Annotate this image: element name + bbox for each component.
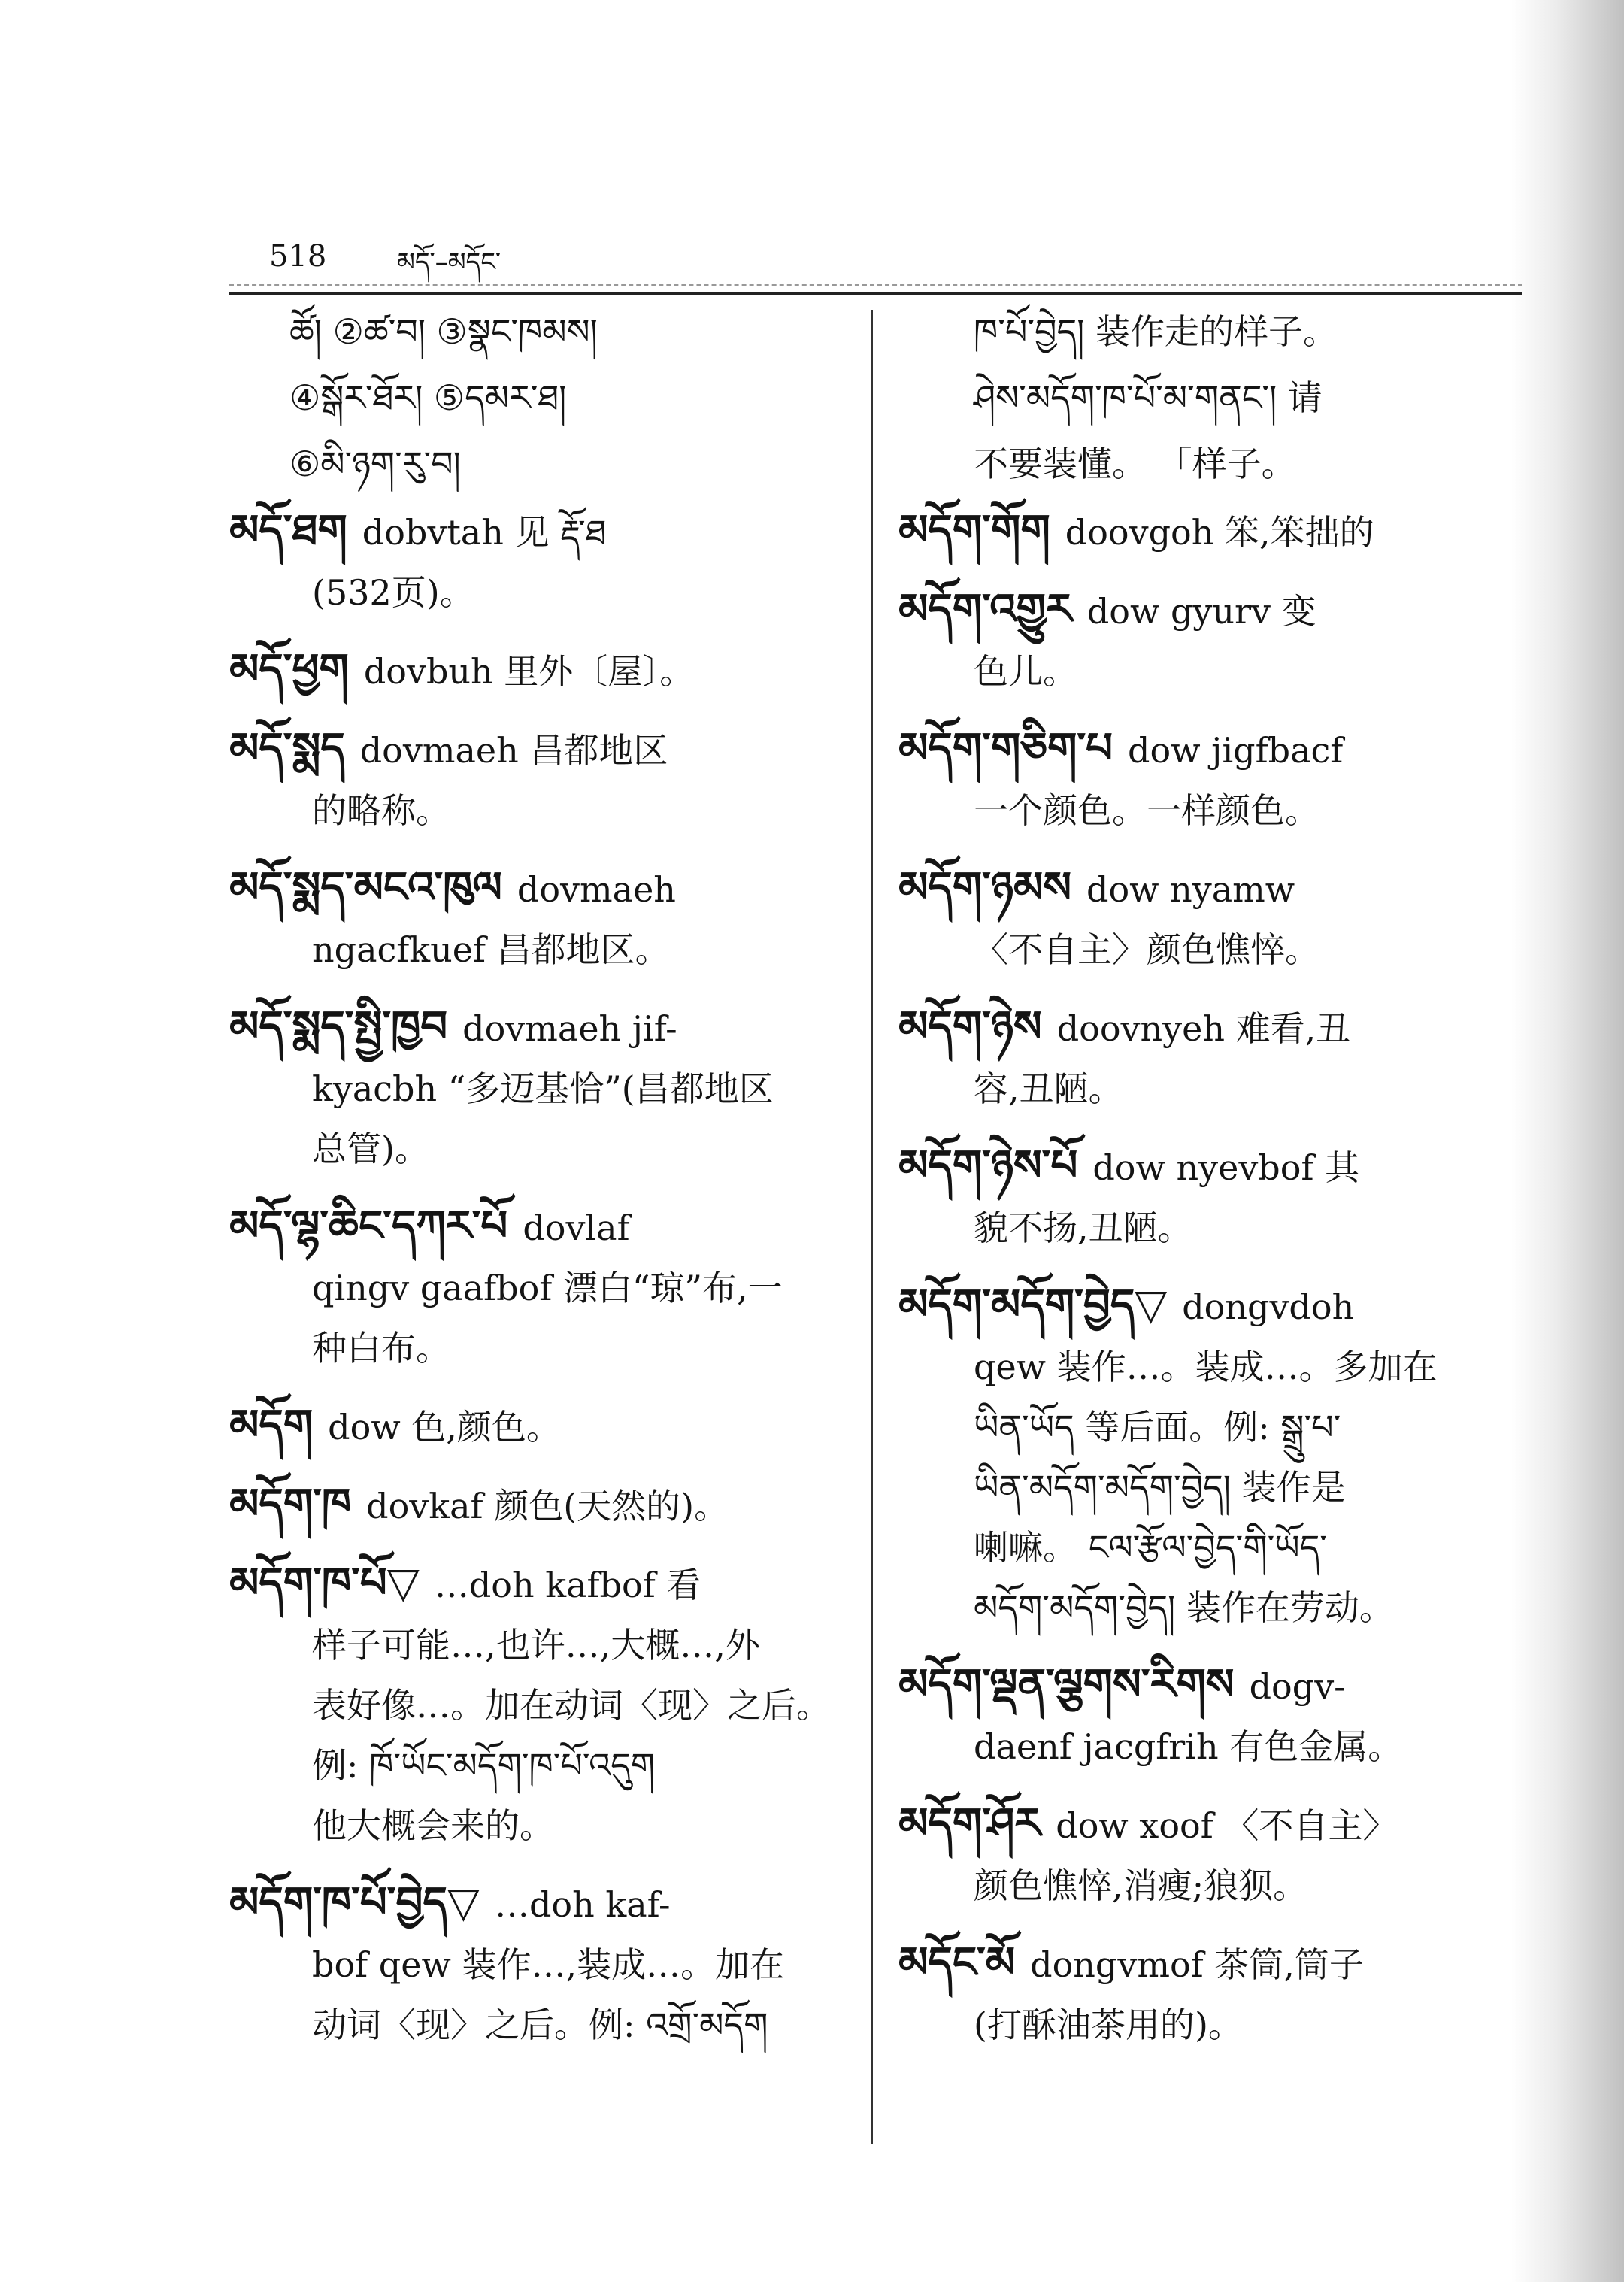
headword: མདོག་ལྡན་ལྕགས་རིགས <box>898 1659 1235 1709</box>
headword: མདོང་མོ <box>898 1938 1016 1987</box>
column-divider <box>871 310 873 2144</box>
entry-text: dovbuh 里外〔屋〕。 <box>363 651 695 692</box>
entry-text: ཡིན་མདོག་མདོག་བྱེད། 装作是 <box>974 1467 1346 1508</box>
scan-shadow-edge <box>1511 0 1624 2282</box>
headword: མདོ་སྨད <box>229 723 345 773</box>
headword: མདོག་འགྱུར <box>898 584 1072 634</box>
headword: མདོག་ཁ <box>229 1479 352 1529</box>
dictionary-entry <box>229 1402 853 1450</box>
headword: མདོ་ལྷ་ཆིང་དཀར་པོ <box>229 1201 508 1250</box>
headword: མདོག <box>229 1400 314 1450</box>
dictionary-entry <box>898 864 1522 973</box>
entry-text: doovgoh 笨,笨拙的 <box>1065 512 1374 553</box>
entry-text: dovlaf <box>523 1208 630 1248</box>
entry-text: dovmaeh jif- <box>462 1008 677 1049</box>
entry-text: dow nyamw <box>1086 869 1295 910</box>
entry-text: dow xoof 〈不自主〉 <box>1056 1805 1398 1846</box>
entry-text: …doh kaf- <box>494 1884 671 1925</box>
left-column <box>229 308 853 2078</box>
entry-text: dow jigfbacf <box>1128 730 1344 771</box>
headword: མདོག་གོག <box>898 505 1050 555</box>
headword: མདོག་ཤོར <box>898 1799 1041 1848</box>
dictionary-entry <box>229 646 853 695</box>
right-column <box>898 308 1522 2078</box>
entry-text: 例: ཁོ་ཡོང་མདོག་ཁ་པོ་འདུག <box>312 1745 656 1786</box>
entry-text: 颜色憔悴,消瘦;狼狈。 <box>974 1865 1308 1906</box>
entry-text: bof qew 装作…,装成…。加在 <box>312 1944 785 1985</box>
header-rule <box>229 292 1522 295</box>
entry-text: dovkaf 颜色(天然的)。 <box>366 1486 729 1526</box>
entry-text: qew 装作…。装成…。多加在 <box>974 1347 1438 1387</box>
entry-text: 喇嘛。 ངལ་རྩོལ་བྱེད་གི་ཡོད་ <box>974 1527 1327 1568</box>
entry-text: (打酥油茶用的)。 <box>974 2005 1243 2045</box>
entry-text: (532页)。 <box>312 572 474 613</box>
header-dashed-rule <box>229 284 1522 286</box>
dictionary-entry <box>898 1661 1522 1770</box>
dictionary-entry <box>898 1003 1522 1112</box>
dictionary-entry <box>898 1939 1522 2048</box>
dictionary-entry <box>229 1202 853 1371</box>
headword: མདོག་ཉམས <box>898 862 1071 912</box>
entry-text: 他大概会来的。 <box>312 1805 554 1846</box>
continuation-line: 不要装懂。 「样子。 <box>974 444 1296 484</box>
headword: མདོག་ཉེས་པོ <box>898 1141 1078 1190</box>
headword: མདོག་གཅིག་པ <box>898 723 1113 773</box>
dictionary-entry <box>229 725 853 834</box>
dictionary-entry <box>229 1879 853 2048</box>
headword: མདོག་མདོག་བྱེད▽ <box>898 1280 1168 1329</box>
continuation-line: ཚོ། ②ཚ་བ། ③སྣང་ཁམས། <box>289 311 598 352</box>
entry-text: dow nyevbof 其 <box>1092 1147 1360 1188</box>
headword: མདོག་ཁ་པོ▽ <box>229 1558 420 1608</box>
headword: མདོག་ཉེས <box>898 1002 1042 1051</box>
entry-text: 貌不扬,丑陋。 <box>974 1208 1192 1248</box>
dictionary-entry <box>229 864 853 973</box>
entry-text: dongvmof 茶筒,筒子 <box>1030 1944 1364 1985</box>
entry-text: daenf jacgfrih 有色金属。 <box>974 1726 1403 1767</box>
entry-text: 总管)。 <box>312 1129 429 1169</box>
entry-text: 容,丑陋。 <box>974 1068 1123 1109</box>
entry-text: 〈不自主〉颜色憔悴。 <box>974 929 1320 970</box>
entry-text: ཡིན་ཡོད 等后面。例: སྒྲུ་པ་ <box>974 1407 1341 1447</box>
entry-text: dovmaeh 昌都地区 <box>359 730 668 771</box>
page-number: 518 <box>269 239 327 274</box>
headword: མདོ་སྨད་མངའ་ཁུལ <box>229 862 502 912</box>
dictionary-entry <box>898 507 1522 556</box>
dictionary-entry <box>898 725 1522 834</box>
dictionary-entry <box>898 1281 1522 1631</box>
entry-text: dongvdoh <box>1182 1286 1355 1327</box>
entry-text: 色儿。 <box>974 651 1077 692</box>
headword: མདོག་ཁ་པོ་བྱེད▽ <box>229 1877 480 1927</box>
entry-text: dobvtah 见 རྡོ་ཐ <box>362 512 607 553</box>
entry-text: 表好像…。加在动词〈现〉之后。 <box>312 1685 831 1726</box>
continuation-line: ⑥མི་ཉག་རུ་བ། <box>289 444 461 484</box>
continuation-line: ཤེས་མདོག་ཁ་པོ་མ་གནང་། 请 <box>974 377 1323 418</box>
entry-text: dow gyurv 变 <box>1086 591 1316 632</box>
entry-text: 样子可能…,也许…,大概…,外 <box>312 1625 760 1665</box>
continuation-line: ཁ་པོ་བྱེད། 装作走的样子。 <box>974 311 1338 352</box>
entry-text: 一个颜色。一样颜色。 <box>974 790 1320 831</box>
headword: མདོ་ཕྱག <box>229 644 349 694</box>
entry-text: 动词〈现〉之后。例: འགྲོ་མདོག <box>312 2005 768 2045</box>
entry-text: …doh kafbof 看 <box>434 1565 701 1605</box>
dictionary-entry <box>229 1480 853 1529</box>
entry-text: dogv- <box>1249 1666 1346 1707</box>
dictionary-entry <box>898 1800 1522 1909</box>
entry-text: kyacbh “多迈基恰”(昌都地区 <box>312 1068 774 1109</box>
dictionary-entry <box>229 507 853 616</box>
headword: མདོ་སྨད་སྤྱི་ཁྱབ <box>229 1002 448 1051</box>
entry-text: qingv gaafbof 漂白“琼”布,一 <box>312 1268 783 1308</box>
entry-text: dow 色,颜色。 <box>328 1407 561 1447</box>
dictionary-entry <box>898 1142 1522 1251</box>
headword: མདོ་ཐག <box>229 505 347 555</box>
continuation-line: ④སྒོར་ཐོར། ⑤དམར་ཐ། <box>289 377 567 418</box>
entry-text: doovnyeh 难看,丑 <box>1056 1008 1351 1049</box>
entry-text: མདོག་མདོག་བྱེད། 装作在劳动。 <box>974 1587 1394 1628</box>
dictionary-entry <box>898 586 1522 695</box>
entry-text: 种白布。 <box>312 1328 450 1368</box>
dictionary-entry <box>229 1559 853 1849</box>
running-title: མདོ་–མདོང་ <box>397 247 501 277</box>
entry-text: ngacfkuef 昌都地区。 <box>312 929 670 970</box>
entry-text: dovmaeh <box>517 869 676 910</box>
entry-text: 的略称。 <box>312 790 450 831</box>
dictionary-entry <box>229 1003 853 1172</box>
